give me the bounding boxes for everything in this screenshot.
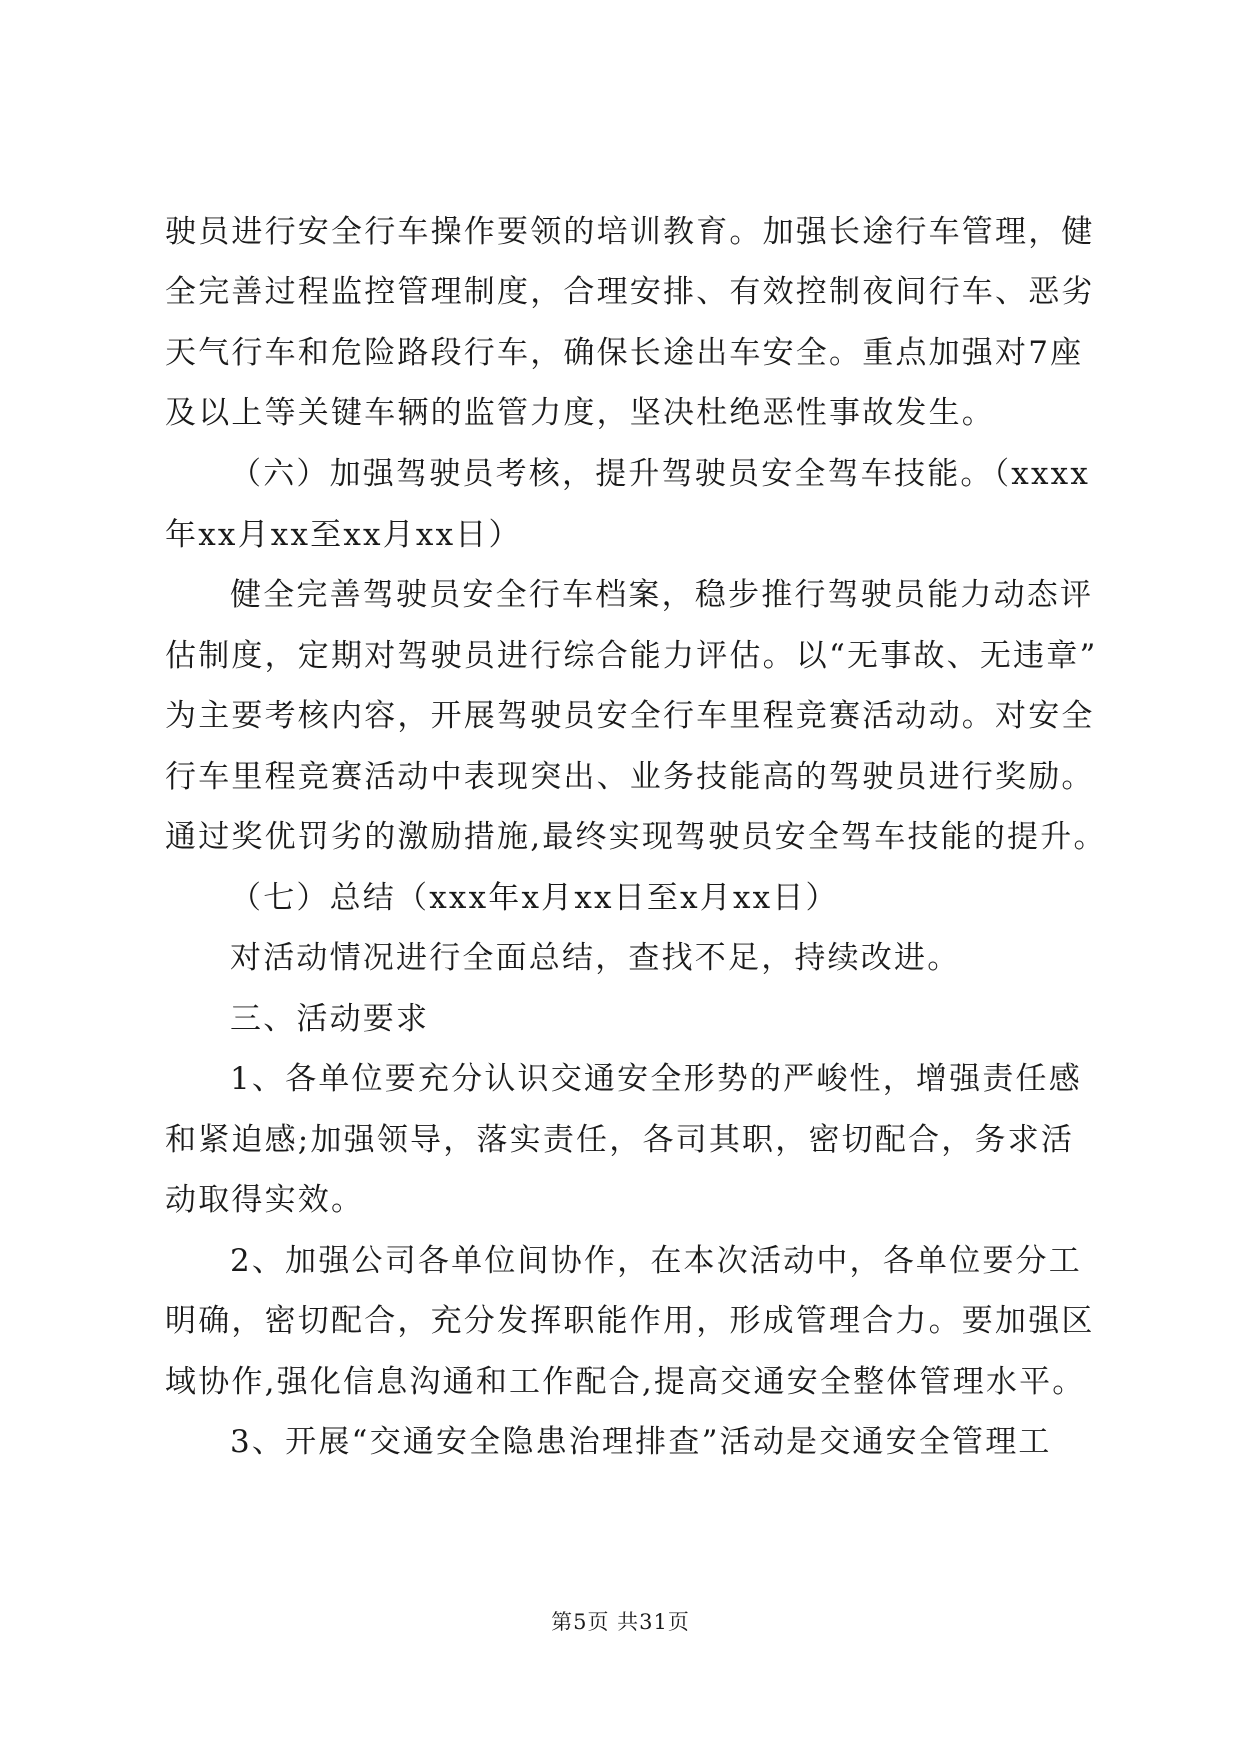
- text-line-19: 明确，密切配合，充分发挥职能作用，形成管理合力。要加强区: [165, 1303, 1095, 1339]
- text-line-7: 健全完善驾驶员安全行车档案，稳步推行驾驶员能力动态评: [230, 577, 1094, 613]
- text-line-18: 2、加强公司各单位间协作，在本次活动中，各单位要分工: [230, 1243, 1082, 1279]
- text-line-11: 通过奖优罚劣的激励措施,最终实现驾驶员安全驾车技能的提升。: [165, 819, 1107, 855]
- text-line-6: 年xx月xx至xx月xx日）: [165, 517, 522, 553]
- text-line-4: 及以上等关键车辆的监管力度，坚决杜绝恶性事故发生。: [165, 395, 995, 431]
- text-line-20: 域协作,强化信息沟通和工作配合,提高交通安全整体管理水平。: [165, 1364, 1086, 1400]
- text-line-8: 估制度，定期对驾驶员进行综合能力评估。以“无事故、无违章”: [165, 638, 1098, 674]
- section-heading-6: （六）加强驾驶员考核，提升驾驶员安全驾车技能。（xxxx: [230, 456, 1091, 492]
- text-line-13: 对活动情况进行全面总结，查找不足，持续改进。: [230, 940, 961, 976]
- text-line-16: 和紧迫感;加强领导，落实责任，各司其职，密切配合，务求活: [165, 1122, 1075, 1158]
- text-line-3: 天气行车和危险路段行车，确保长途出车安全。重点加强对7座: [165, 335, 1084, 371]
- page-footer: 第5页 共31页: [551, 1610, 690, 1634]
- text-line-15: 1、各单位要充分认识交通安全形势的严峻性，增强责任感: [230, 1061, 1082, 1097]
- section-heading-7: （七）总结（xxx年x月xx日至x月xx日）: [230, 880, 839, 916]
- text-line-10: 行车里程竞赛活动中表现突出、业务技能高的驾驶员进行奖励。: [165, 759, 1095, 795]
- section-heading-3: 三、活动要求: [230, 1001, 430, 1037]
- text-line-21: 3、开展“交通安全隐患治理排查”活动是交通安全管理工: [230, 1424, 1052, 1460]
- text-line-9: 为主要考核内容，开展驾驶员安全行车里程竞赛活动动。对安全: [165, 698, 1095, 734]
- text-line-17: 动取得实效。: [165, 1182, 365, 1218]
- text-line-2: 全完善过程监控管理制度，合理安排、有效控制夜间行车、恶劣: [165, 274, 1095, 310]
- text-line-1: 驶员进行安全行车操作要领的培训教育。加强长途行车管理，健: [165, 214, 1095, 250]
